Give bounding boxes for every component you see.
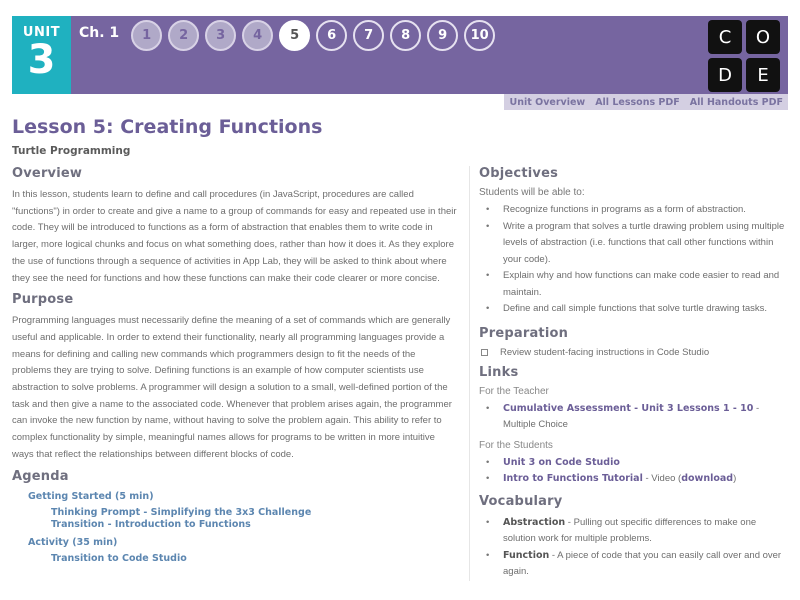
agenda-heading: Agenda [12, 468, 69, 484]
lesson-7-button[interactable]: 7 [353, 20, 384, 51]
lesson-8-button[interactable]: 8 [390, 20, 421, 51]
download-link[interactable]: download [681, 473, 734, 484]
unit-badge[interactable] [12, 16, 71, 94]
vocabulary-definition: - Pulling out specific differences to make one solution work for multiple problems. [503, 516, 757, 544]
lesson-1-button[interactable]: 1 [131, 20, 162, 51]
agenda-transition-code-studio-link[interactable]: Transition to Code Studio [51, 552, 187, 564]
teacher-links-label: For the Teacher [479, 385, 549, 397]
lesson-nav [131, 20, 495, 51]
unit-3-code-studio-link[interactable]: Unit 3 on Code Studio [503, 456, 620, 468]
unit-label: UNIT [22, 25, 61, 40]
chapter-label: Ch. 1 [79, 25, 120, 41]
logo-letter-c: C [708, 20, 742, 54]
logo-letter-e: E [746, 58, 780, 92]
vocabulary-term: Function [503, 549, 550, 561]
link-end: ) [733, 473, 737, 484]
vocabulary-list [479, 515, 791, 581]
purpose-text: Programming languages must necessarily define the meaning of a set of commands which are generally useful and applicable. In order to extend their functionality, nearly all programming languages provide a means for defining and calling new commands which programmers design to fit the needs of the problems they are trying to solve. Defining functions is an example of how computer scientists use abstraction to solve problems. A programmer will design a solution to a small, well-defined portion of the task and then give a name to the associated code. Whenever that problem arises again, the programmer can invoke the new function by name, without having to solve the problem again. This ability to refer to complex functionality by simple, meaningful names allows for programs to be written in more intuitive ways that reflect the relationships between different blocks of code. [12, 315, 452, 460]
agenda-getting-started-link[interactable]: Getting Started (5 min) [28, 490, 154, 502]
preparation-heading: Preparation [479, 325, 569, 341]
objectives-list [479, 202, 791, 318]
lesson-4-button[interactable]: 4 [242, 20, 273, 51]
page-subtitle: Turtle Programming [12, 145, 131, 157]
link-suffix: - Video ( [642, 473, 682, 484]
vocabulary-term: Abstraction [503, 516, 566, 528]
student-links-list [479, 455, 791, 488]
objective-item: • Write a program that solves a turtle drawing problem using multiple levels of abstraction (i.e. functions that call other functions within your code). [479, 219, 791, 269]
student-link-item [479, 455, 791, 472]
overview-text: In this lesson, students learn to define and call procedures (in JavaScript, procedures are called "functions") in order to create and give a name to a group of commands for easy and repeated use in their code. They will be introduced to functions as a form of abstraction that enables them to write code in larger, more logical chunks and focus on what something does, rather than how it does it. As they explore the use of functions through a sequence of activities in App Lab, they will be asked to think about where they see the need for functions and how these functions can make their code clearer or more concise. [12, 189, 457, 284]
unit-sublinks [504, 94, 788, 110]
lesson-10-button[interactable]: 10 [464, 20, 495, 51]
lesson-2-button[interactable]: 2 [168, 20, 199, 51]
objective-item: • Recognize functions in programs as a form of abstraction. [479, 202, 791, 219]
vocabulary-item [479, 548, 791, 581]
purpose-heading: Purpose [12, 292, 74, 308]
objective-item: • Define and call simple functions that solve turtle drawing tasks. [479, 301, 791, 318]
links-heading: Links [479, 364, 519, 380]
cumulative-assessment-link[interactable]: Cumulative Assessment - Unit 3 Lessons 1 - 10 [503, 402, 754, 414]
agenda-transition-intro-link[interactable]: Transition - Introduction to Functions [51, 519, 251, 531]
student-links-label: For the Students [479, 439, 553, 451]
teacher-links-list [479, 401, 791, 434]
code-org-logo[interactable] [708, 20, 780, 92]
main-column [12, 166, 457, 569]
agenda-thinking-prompt-link[interactable]: Thinking Prompt - Simplifying the 3x3 Challenge [51, 506, 312, 518]
preparation-checkbox[interactable] [481, 349, 488, 356]
teacher-link-item [479, 401, 791, 434]
overview-heading: Overview [12, 166, 83, 181]
unit-number: 3 [27, 37, 56, 83]
objective-item: • Explain why and how functions can make code easier to read and maintain. [479, 268, 791, 301]
objectives-heading: Objectives [479, 166, 559, 181]
vocabulary-heading: Vocabulary [479, 493, 563, 509]
lesson-5-button[interactable]: 5 [279, 20, 310, 51]
unit-overview-link[interactable]: Unit Overview [509, 96, 586, 108]
lesson-9-button[interactable]: 9 [427, 20, 458, 51]
lesson-6-button[interactable]: 6 [316, 20, 347, 51]
objectives-intro: Students will be able to: [479, 187, 585, 198]
link-suffix: - Multiple Choice [503, 402, 760, 430]
all-handouts-pdf-link[interactable]: All Handouts PDF [689, 96, 783, 108]
lesson-3-button[interactable]: 3 [205, 20, 236, 51]
vocabulary-definition: - A piece of code that you can easily call over and over again. [503, 549, 782, 577]
all-lessons-pdf-link[interactable]: All Lessons PDF [595, 96, 680, 108]
page-title: Lesson 5: Creating Functions [12, 116, 323, 138]
student-link-item [479, 471, 791, 488]
preparation-item-text: Review student-facing instructions in Code Studio [500, 346, 710, 358]
agenda-activity-link[interactable]: Activity (35 min) [28, 536, 118, 548]
unit-header [12, 16, 788, 94]
logo-letter-d: D [708, 58, 742, 92]
logo-letter-o: O [746, 20, 780, 54]
intro-functions-tutorial-link[interactable]: Intro to Functions Tutorial [503, 473, 643, 484]
vocabulary-item [479, 515, 791, 548]
sidebar-column [469, 166, 791, 581]
preparation-item [481, 347, 791, 358]
